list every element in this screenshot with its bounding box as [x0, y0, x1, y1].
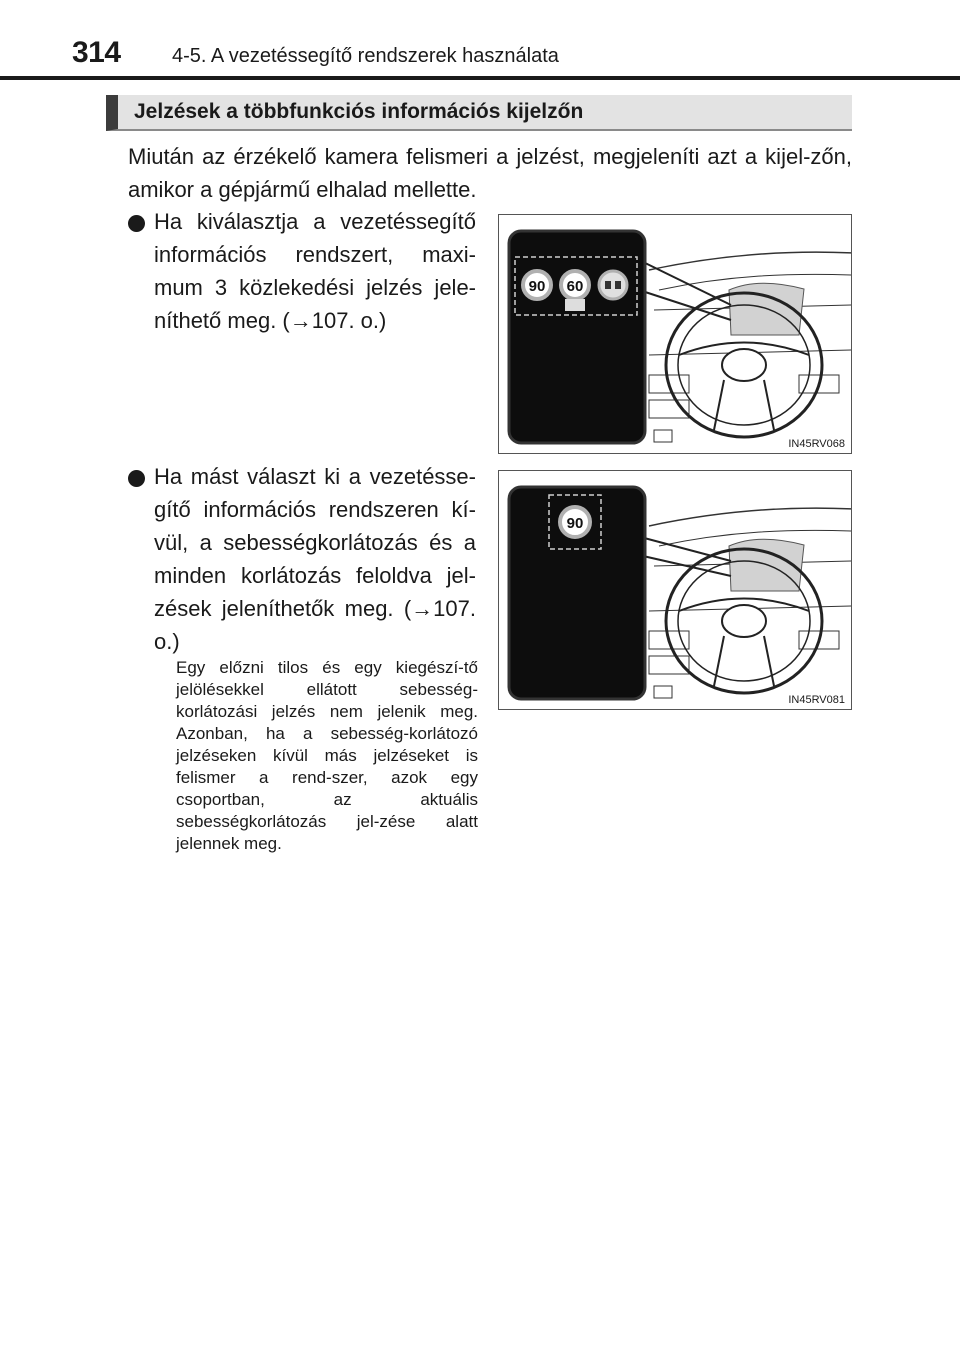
section-heading-bar: [106, 95, 852, 131]
dashboard-illustration: [499, 215, 852, 454]
running-head: 4-5. A vezetéssegítő rendszerek használata: [172, 45, 559, 67]
figure-code: IN45RV068: [788, 438, 845, 450]
dashboard-illustration: [499, 471, 852, 710]
bullet-text: Ha kiválasztja a vezetéssegítő információs rendszert, maxi-mum 3 közlekedési jelzés jele-níthető meg. (→107. o.): [154, 209, 476, 333]
bullet-dot-icon: [128, 470, 145, 487]
speed-sign-label: 90: [528, 278, 546, 295]
page-number: 314: [72, 36, 121, 69]
section-title: Jelzések a többfunkciós információs kijelzőn: [134, 100, 584, 123]
intro-paragraph: Miután az érzékelő kamera felismeri a jelzést, megjeleníti azt a kijel-zőn, amikor a gépjármű elhalad mellette.: [128, 144, 852, 202]
bullet-item-2: [128, 460, 476, 658]
bullet-text: Ha mást választ ki a vezetésse-gítő információs rendszeren kí-vül, a sebességkorlátozás és a minden korlátozás feloldva jel-zések jeleníthetők meg. (→107. o.): [154, 464, 476, 654]
speed-sign-label: 60: [566, 278, 584, 295]
speed-sign-label: 90: [566, 515, 584, 532]
bullet-dot-icon: [128, 215, 145, 232]
bullet-item-1: [128, 205, 476, 337]
figure-multi-sign-display: [498, 214, 852, 454]
figure-code: IN45RV081: [788, 694, 845, 706]
header-rule: [0, 76, 960, 80]
figure-single-sign-display: [498, 470, 852, 710]
note-paragraph: Egy előzni tilos és egy kiegészí-tő jelölésekkel ellátott sebesség-korlátozási jelzés nem jelenik meg. Azonban, ha a sebesség-korlátozó jelzéseken kívül más jelzéseket is felismer a rend-szer, azok egy csoportban, az aktuális sebességkorlátozás jel-zése alatt jelennek meg.: [176, 658, 478, 853]
